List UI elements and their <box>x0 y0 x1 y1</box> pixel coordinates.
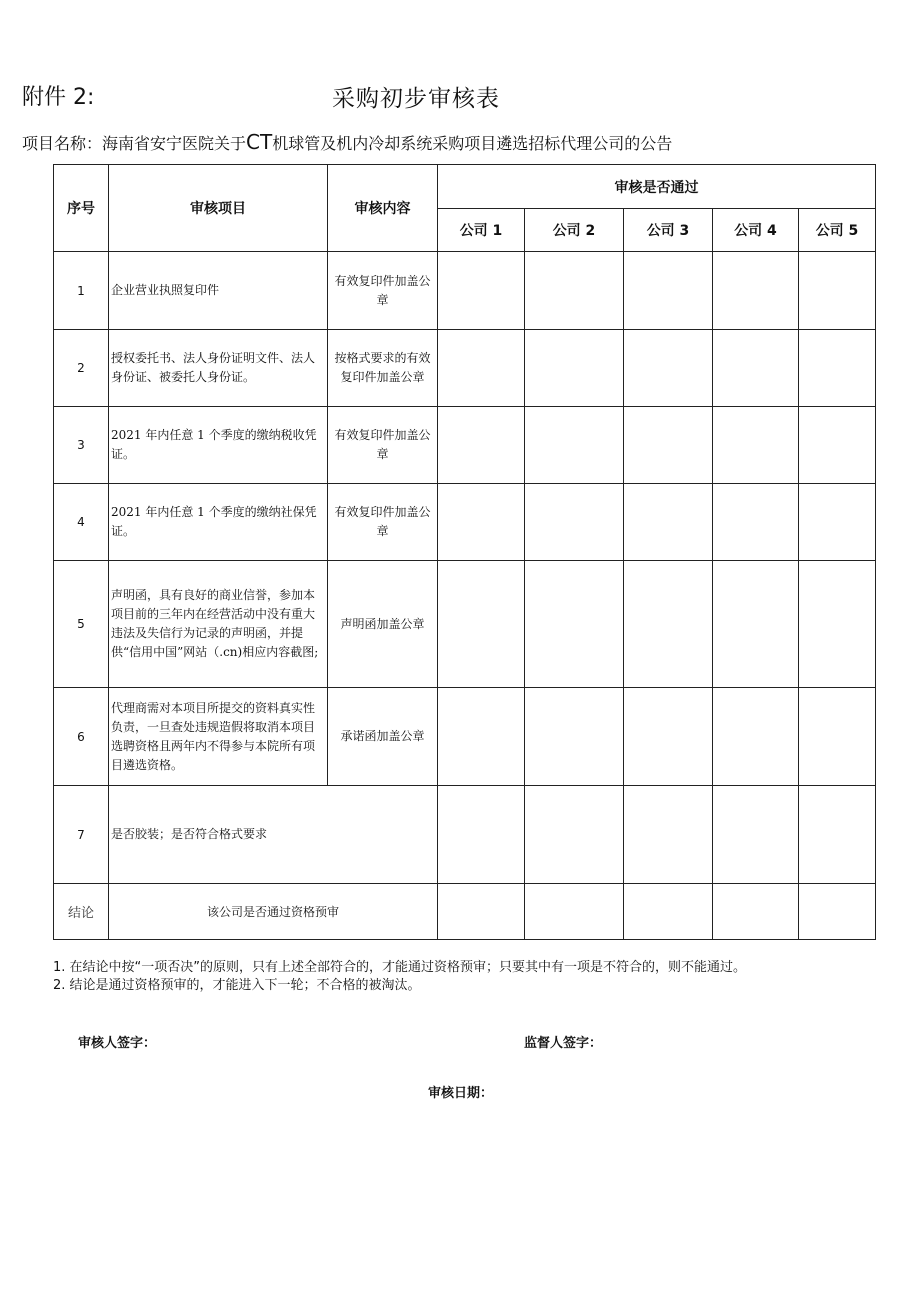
conclusion-cell[interactable] <box>799 884 876 940</box>
header-pass-group: 审核是否通过 <box>438 165 876 209</box>
note-1: 1. 在结论中按“一项否决”的原则，只有上述全部符合的，才能通过资格预审；只要其中有一项是不符合的，则不能通过。 <box>53 960 747 975</box>
check-cell[interactable] <box>799 330 876 407</box>
conclusion-cell[interactable] <box>525 884 624 940</box>
table-row <box>54 330 876 407</box>
check-cell[interactable] <box>799 407 876 484</box>
conclusion-text: 该公司是否通过资格预审 <box>109 884 438 940</box>
check-cell[interactable] <box>624 561 713 688</box>
check-cell[interactable] <box>525 252 624 330</box>
check-cell[interactable] <box>713 786 799 884</box>
check-cell[interactable] <box>799 252 876 330</box>
check-cell[interactable] <box>713 330 799 407</box>
check-cell[interactable] <box>713 407 799 484</box>
notes <box>53 960 883 996</box>
check-cell[interactable] <box>525 330 624 407</box>
check-cell[interactable] <box>799 786 876 884</box>
check-cell[interactable] <box>713 561 799 688</box>
table-row <box>54 407 876 484</box>
header-company-2: 公司 2 <box>525 209 624 252</box>
row-seq: 5 <box>54 561 109 688</box>
conclusion-cell[interactable] <box>713 884 799 940</box>
check-cell[interactable] <box>525 688 624 786</box>
conclusion-label: 结论 <box>54 884 109 940</box>
check-cell[interactable] <box>799 484 876 561</box>
note-2: 2. 结论是通过资格预审的，才能进入下一轮；不合格的被淘汰。 <box>53 978 421 993</box>
check-cell[interactable] <box>624 407 713 484</box>
row-item: 2021 年内任意 1 个季度的缴纳社保凭证。 <box>109 484 328 561</box>
conclusion-cell[interactable] <box>624 884 713 940</box>
row-content: 有效复印件加盖公章 <box>328 484 438 561</box>
row-item: 授权委托书、法人身份证明文件、法人身份证、被委托人身份证。 <box>109 330 328 407</box>
project-name-ct: CT <box>246 130 273 154</box>
attachment-label: 附件 2: <box>22 85 95 110</box>
conclusion-row <box>54 884 876 940</box>
header-row <box>54 165 876 209</box>
check-cell[interactable] <box>438 252 525 330</box>
row-content: 声明函加盖公章 <box>328 561 438 688</box>
header-company-5: 公司 5 <box>799 209 876 252</box>
row-content: 有效复印件加盖公章 <box>328 252 438 330</box>
row-item: 声明函，具有良好的商业信誉，参加本项目前的三年内在经营活动中没有重大违法及失信行为记录的声明函，并提供“信用中国”网站（.cn)相应内容截图; <box>109 561 328 688</box>
check-cell[interactable] <box>624 786 713 884</box>
header-content: 审核内容 <box>328 165 438 252</box>
row-seq: 7 <box>54 786 109 884</box>
check-cell[interactable] <box>525 407 624 484</box>
row-item: 企业营业执照复印件 <box>109 252 328 330</box>
project-name-line <box>22 130 672 154</box>
project-name-part2: 机球管及机内冷却系统采购项目遴选招标代理公司的公告 <box>272 134 673 153</box>
row-item: 2021 年内任意 1 个季度的缴纳税收凭证。 <box>109 407 328 484</box>
header-company-4: 公司 4 <box>713 209 799 252</box>
check-cell[interactable] <box>438 561 525 688</box>
row-seq: 1 <box>54 252 109 330</box>
check-cell[interactable] <box>525 561 624 688</box>
table-row <box>54 561 876 688</box>
header-item: 审核项目 <box>109 165 328 252</box>
check-cell[interactable] <box>799 561 876 688</box>
check-cell[interactable] <box>438 484 525 561</box>
check-cell[interactable] <box>624 484 713 561</box>
header-company-1: 公司 1 <box>438 209 525 252</box>
check-cell[interactable] <box>438 786 525 884</box>
audit-date-label: 审核日期： <box>428 1086 494 1101</box>
check-cell[interactable] <box>624 330 713 407</box>
supervisor-signature-label: 监督人签字： <box>524 1036 603 1051</box>
project-label: 项目名称： <box>22 134 103 153</box>
row-seq: 6 <box>54 688 109 786</box>
row-seq: 4 <box>54 484 109 561</box>
row-content: 按格式要求的有效复印件加盖公章 <box>328 330 438 407</box>
conclusion-cell[interactable] <box>438 884 525 940</box>
row-item: 代理商需对本项目所提交的资料真实性负责，一旦查处违规造假将取消本项目选聘资格且两年内不得参与本院所有项目遴选资格。 <box>109 688 328 786</box>
row-content: 有效复印件加盖公章 <box>328 407 438 484</box>
table-row <box>54 484 876 561</box>
row-seq: 2 <box>54 330 109 407</box>
check-cell[interactable] <box>799 688 876 786</box>
table-row <box>54 786 876 884</box>
check-cell[interactable] <box>624 688 713 786</box>
table-row <box>54 252 876 330</box>
check-cell[interactable] <box>713 484 799 561</box>
table-row <box>54 688 876 786</box>
header-seq: 序号 <box>54 165 109 252</box>
row-seq: 3 <box>54 407 109 484</box>
check-cell[interactable] <box>525 786 624 884</box>
project-name-part1: 海南省安宁医院关于 <box>102 134 247 153</box>
check-cell[interactable] <box>438 330 525 407</box>
check-cell[interactable] <box>438 688 525 786</box>
check-cell[interactable] <box>713 252 799 330</box>
row-content: 承诺函加盖公章 <box>328 688 438 786</box>
check-cell[interactable] <box>525 484 624 561</box>
row-item: 是否胶装；是否符合格式要求 <box>109 786 438 884</box>
header-company-3: 公司 3 <box>624 209 713 252</box>
audit-table <box>53 164 876 940</box>
check-cell[interactable] <box>438 407 525 484</box>
page-title: 采购初步审核表 <box>332 86 500 112</box>
check-cell[interactable] <box>624 252 713 330</box>
check-cell[interactable] <box>713 688 799 786</box>
auditor-signature-label: 审核人签字： <box>78 1036 157 1051</box>
